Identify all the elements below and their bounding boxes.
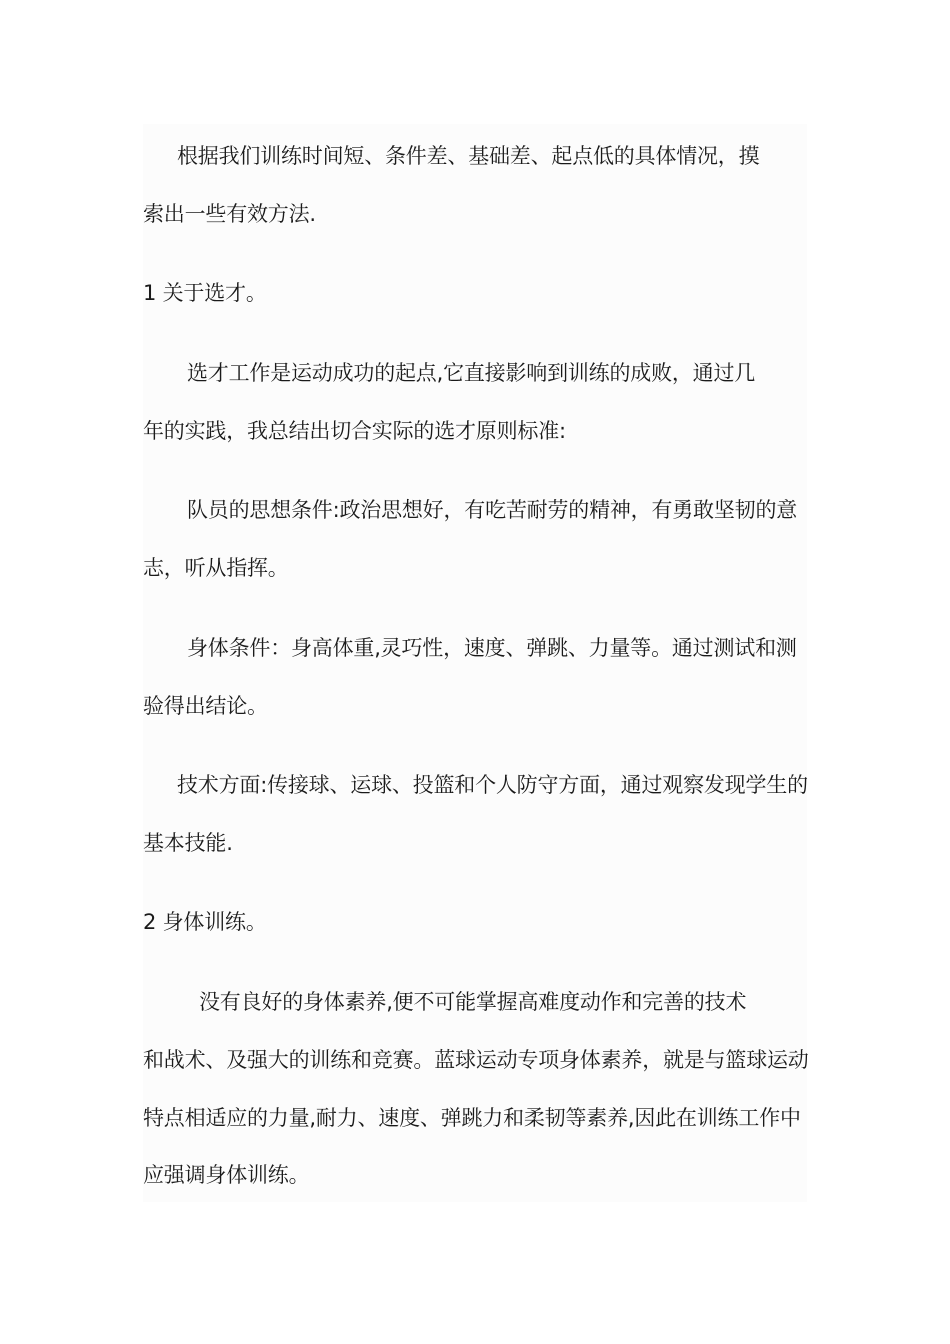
paragraph-2-line-1: 选才工作是运动成功的起点,它直接影响到训练的成败，通过几 (187, 361, 756, 385)
section-heading-1: 1 关于选才。 (143, 281, 267, 305)
paragraph-3-line-1: 队员的思想条件:政治思想好，有吃苦耐劳的精神，有勇敢坚韧的意 (187, 498, 798, 522)
paragraph-5-line-1: 技术方面:传接球、运球、投篮和个人防守方面，通过观察发现学生的 (177, 773, 808, 797)
paragraph-4-line-1: 身体条件：身高体重,灵巧性，速度、弹跳、力量等。通过测试和测 (187, 636, 797, 660)
paragraph-5-line-2: 基本技能. (143, 831, 233, 855)
paragraph-1-line-2: 索出一些有效方法. (143, 202, 316, 226)
section-heading-2: 2 身体训练。 (143, 910, 267, 934)
paragraph-6-line-4: 应强调身体训练。 (143, 1163, 310, 1187)
paragraph-3-line-2: 志，听从指挥。 (143, 556, 289, 580)
paragraph-6-line-3: 特点相适应的力量,耐力、速度、弹跳力和柔韧等素养,因此在训练工作中 (143, 1106, 801, 1130)
paragraph-6-line-2: 和战术、及强大的训练和竞赛。蓝球运动专项身体素养，就是与篮球运动 (143, 1048, 809, 1072)
paragraph-4-line-2: 验得出结论。 (143, 694, 268, 718)
document-body (143, 124, 807, 1202)
paragraph-6-line-1: 没有良好的身体素养,便不可能掌握高难度动作和完善的技术 (199, 990, 747, 1014)
paragraph-2-line-2: 年的实践，我总结出切合实际的选才原则标准: (143, 419, 566, 443)
paragraph-1-line-1: 根据我们训练时间短、条件差、基础差、起点低的具体情况，摸 (177, 144, 760, 168)
